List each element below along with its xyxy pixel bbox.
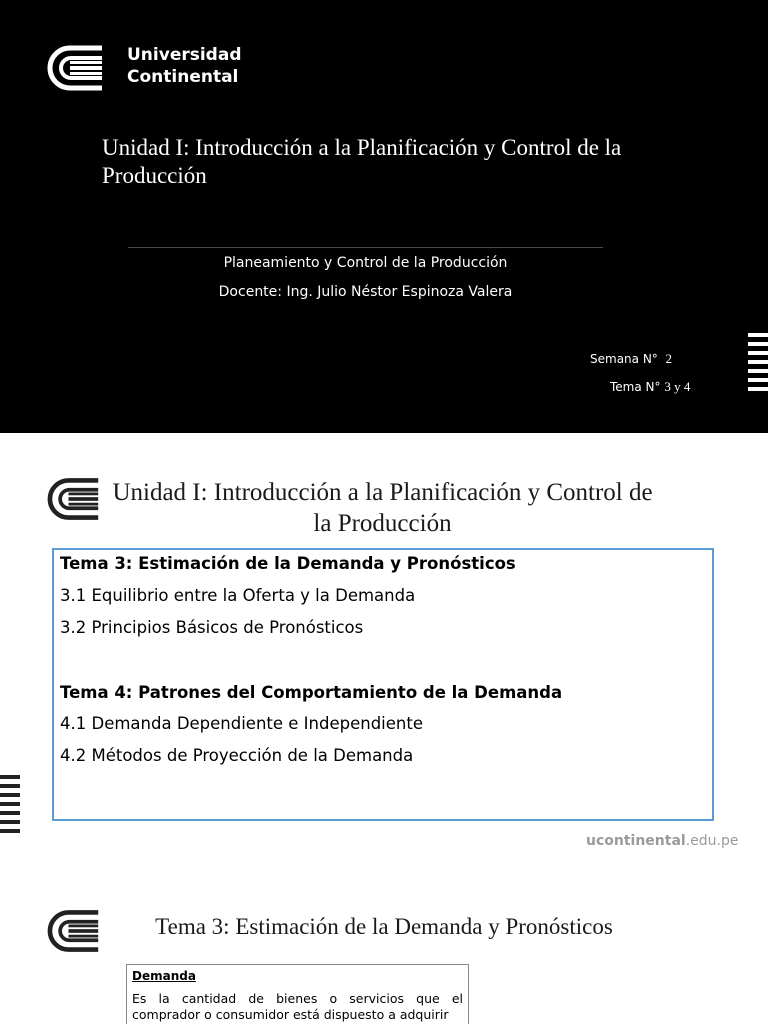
definition-text: Es la cantidad de bienes o servicios que el comprador o consumidor está dispuesto a adquirir	[132, 991, 463, 1022]
subtopic-4-2: 4.2 Métodos de Proyección de la Demanda	[60, 746, 414, 765]
teacher-name: Docente: Ing. Julio Néstor Espinoza Valera	[218, 284, 513, 300]
demand-slide	[0, 875, 768, 1024]
topic-info	[610, 379, 690, 395]
contents-slide	[0, 433, 768, 875]
university-name-line2: Continental	[127, 67, 239, 87]
university-logo-icon	[40, 473, 110, 525]
course-name: Planeamiento y Control de la Producción	[223, 255, 508, 271]
university-name-line1: Universidad	[127, 45, 242, 65]
slide2-title: Unidad I: Introducción a la Planificación y Control de la Producción	[112, 479, 653, 537]
slide1-title: Unidad I: Introducción a la Planificación y Control de la Producción	[102, 135, 622, 188]
university-name	[127, 44, 241, 88]
website-url-main: ucontinental	[586, 833, 686, 849]
topic-label: Tema N°	[610, 380, 661, 394]
subtopic-3-2: 3.2 Principios Básicos de Pronósticos	[60, 618, 364, 637]
subtopic-3-1: 3.1 Equilibrio entre la Oferta y la Demanda	[60, 586, 416, 605]
week-number: 2	[665, 351, 672, 366]
title-slide	[0, 0, 768, 433]
slide3-title: Tema 3: Estimación de la Demanda y Pronósticos	[155, 914, 613, 939]
definition-heading: Demanda	[132, 969, 196, 983]
topic-number: 3 y 4	[664, 379, 691, 394]
week-label: Semana N°	[590, 352, 658, 366]
divider	[128, 247, 603, 248]
subtopic-4-1: 4.1 Demanda Dependiente e Independiente	[60, 714, 423, 733]
website-url-suffix: .edu.pe	[685, 833, 739, 849]
definition-box	[126, 964, 469, 1024]
website-url	[586, 833, 739, 849]
decorative-stripes-icon	[748, 333, 768, 396]
decorative-stripes-icon	[0, 775, 20, 838]
week-info	[590, 351, 672, 367]
topics-box	[52, 548, 714, 821]
university-logo-icon	[40, 905, 110, 957]
topic-3-heading: Tema 3: Estimación de la Demanda y Pronósticos	[60, 554, 516, 573]
university-logo-icon	[40, 40, 114, 96]
topic-4-heading: Tema 4: Patrones del Comportamiento de la Demanda	[60, 683, 563, 702]
